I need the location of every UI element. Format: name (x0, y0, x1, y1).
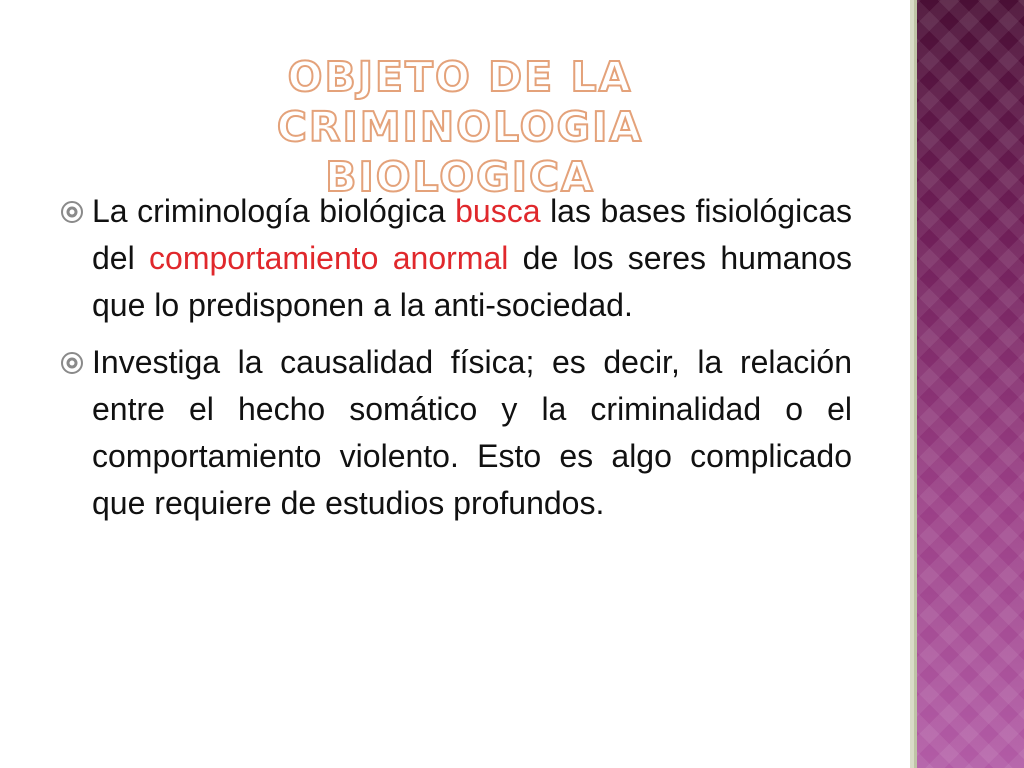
title-line-1: OBJETO DE LA CRIMINOLOGIA (276, 53, 644, 151)
target-bullet-icon (60, 351, 84, 375)
bullet-2-text: Investiga la causalidad física; es decir, la relación entre el hecho somático y la criminalidad o el comportamiento violento. Esto es algo complicado que requiere de estudios profundos. (92, 344, 852, 521)
bullet-1-text-part-3: de los seres humanos que lo predisponen a la anti-sociedad. (92, 240, 853, 323)
bullet-text (92, 339, 852, 527)
bullet-item-1 (60, 188, 852, 329)
bullet-item-2 (60, 339, 852, 527)
bullet-1-highlight-comportamiento: comportamiento anormal (149, 240, 509, 276)
title-line-2: BIOLOGICA (325, 153, 595, 201)
decorative-side-band (910, 0, 1024, 768)
target-bullet-icon (60, 200, 84, 224)
bullet-1-highlight-busca: busca (455, 193, 541, 229)
bullet-1-text-part-1: La criminología biológica (92, 193, 456, 229)
bullet-list (60, 188, 852, 537)
bullet-text (92, 188, 852, 329)
bullet-1-text-part-2: las bases fisiológicas del (92, 193, 852, 276)
slide-title (100, 52, 820, 202)
